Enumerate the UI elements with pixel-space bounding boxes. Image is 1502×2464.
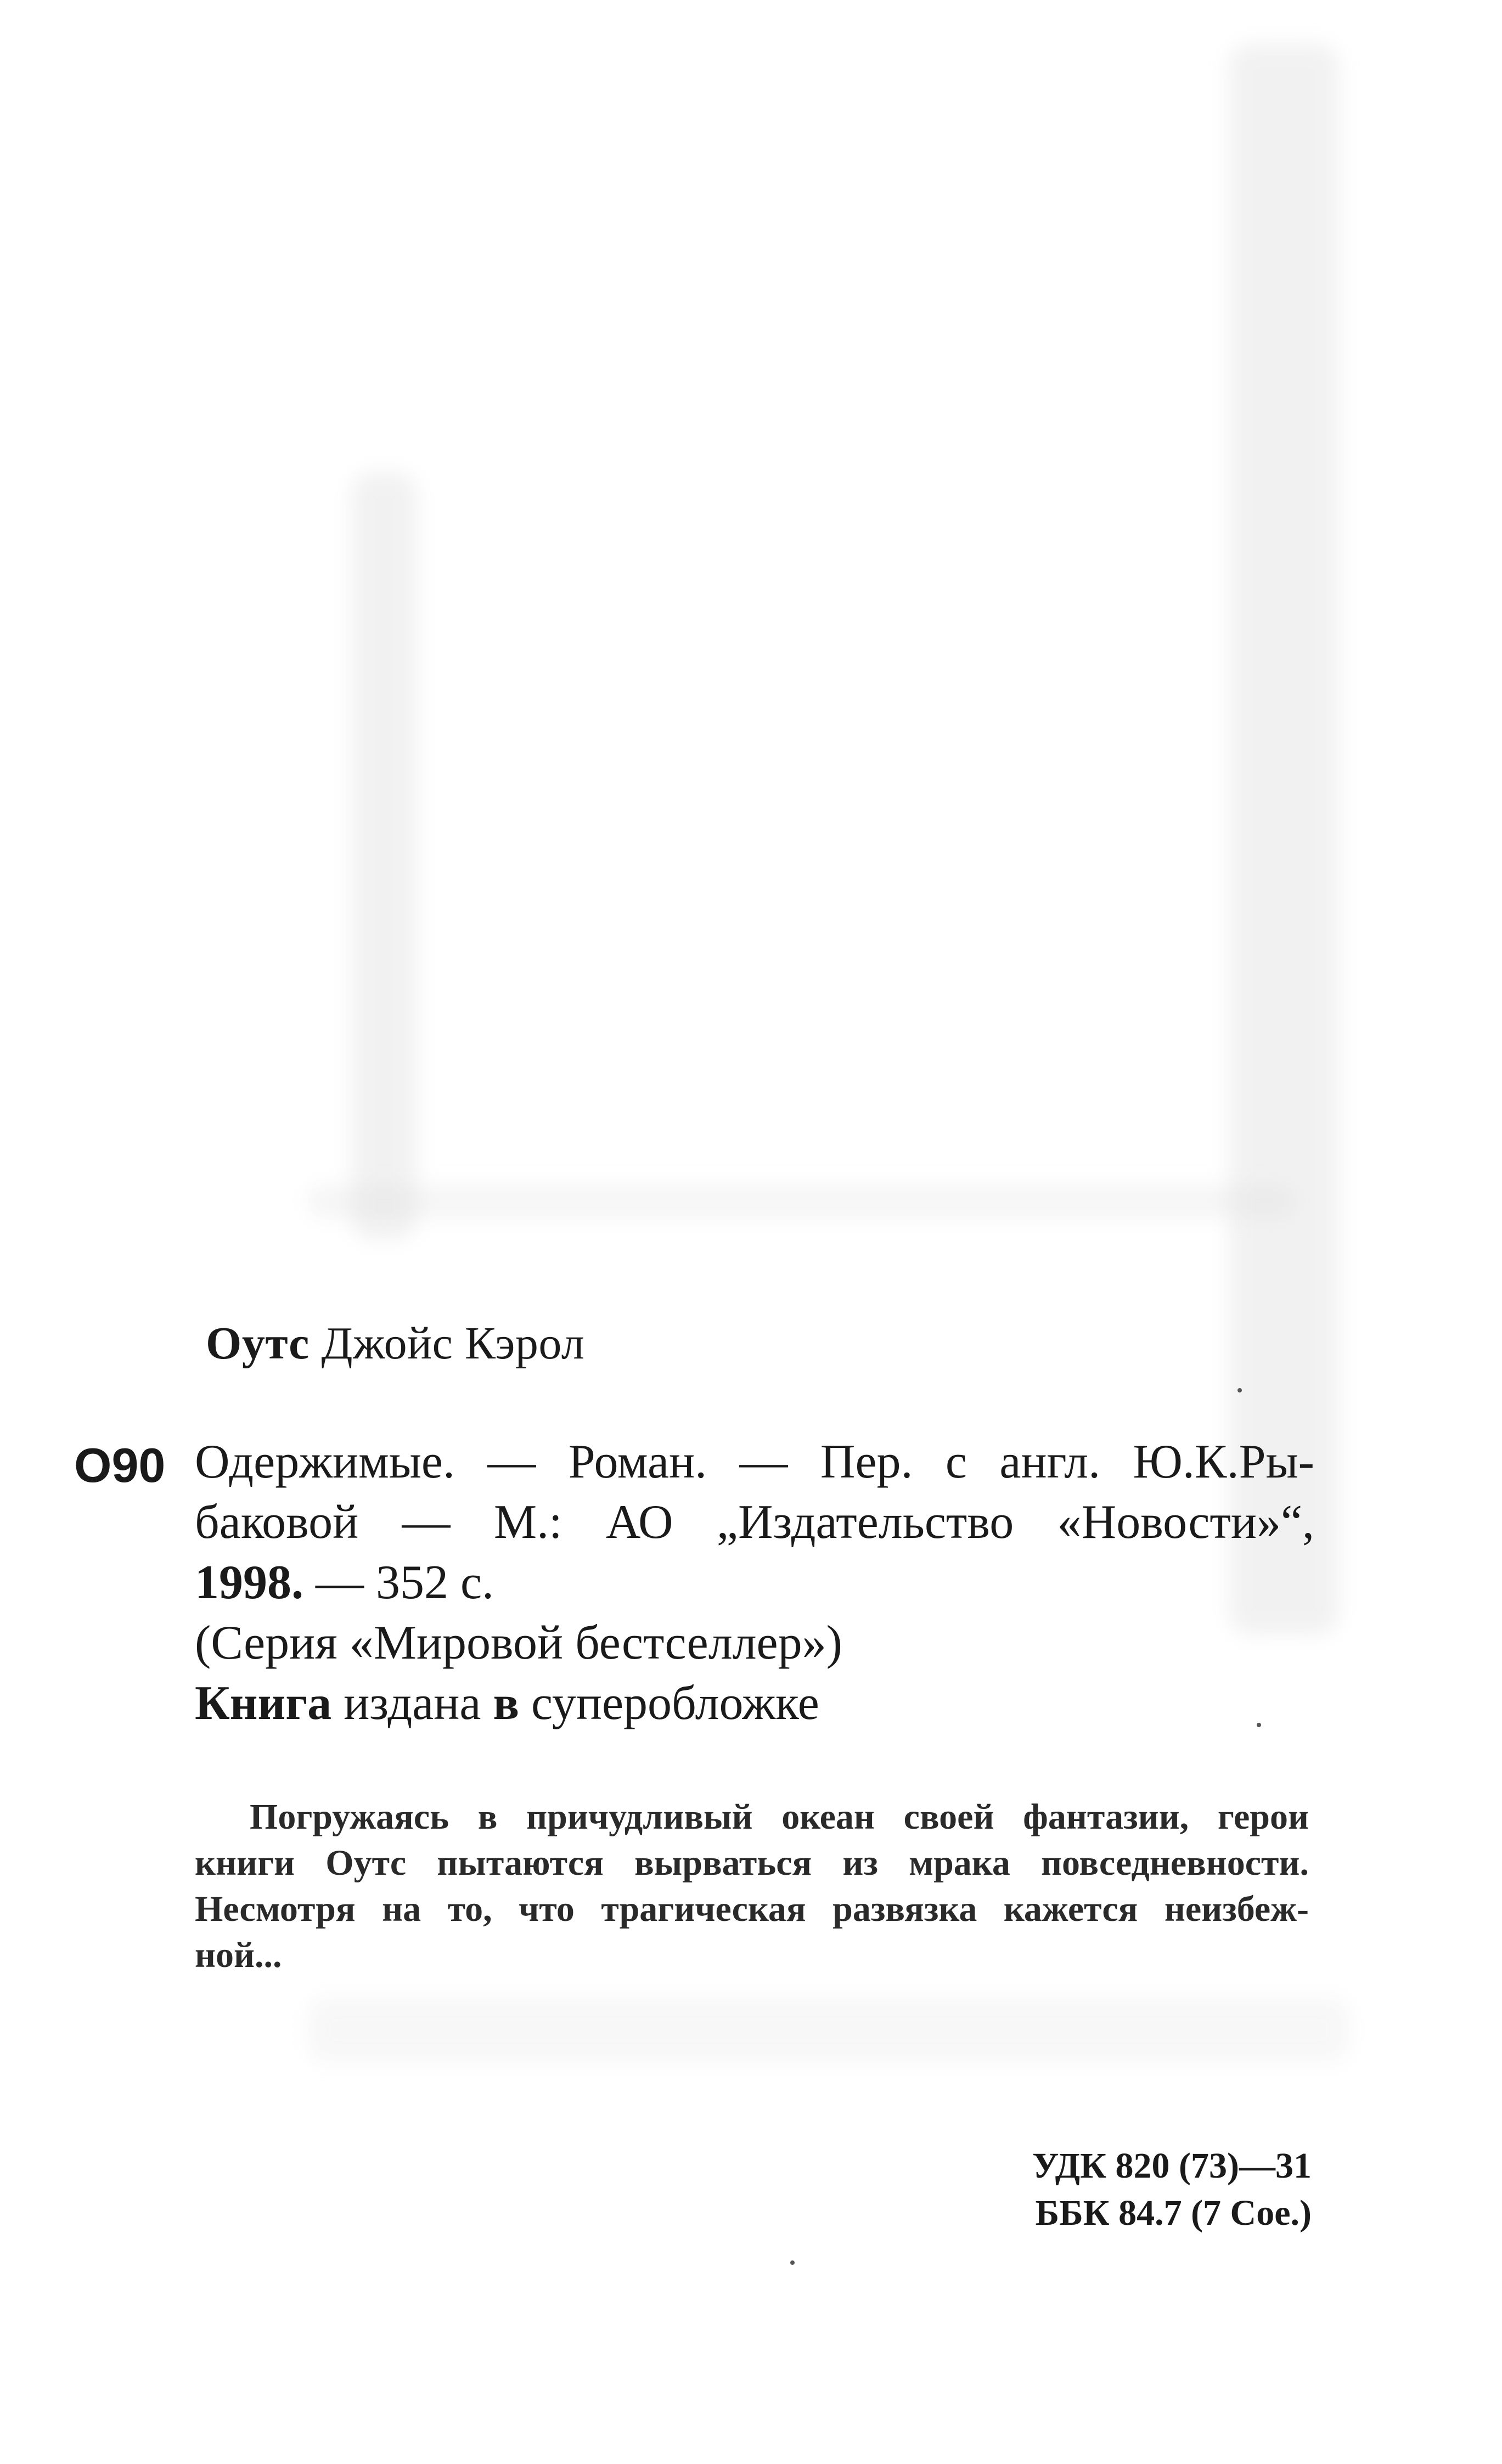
- annotation-line-3: Несмотря на то, что трагическая развязка кажется неизбеж-: [195, 1889, 1309, 1929]
- series-line: (Серия «Мировой бестселлер»): [195, 1616, 842, 1670]
- binding-note-word: Книга: [195, 1677, 332, 1730]
- print-speck: [1257, 1723, 1261, 1727]
- author-heading: [206, 1317, 584, 1370]
- annotation-line-1: Погружаясь в причудливый океан своей фантазии, герои: [250, 1797, 1309, 1837]
- bleed-through-shape: [307, 1997, 1350, 2063]
- bleed-through-shape: [1229, 44, 1339, 1635]
- binding-note-preposition: в: [493, 1677, 519, 1730]
- binding-note-part: суперобложке: [519, 1677, 819, 1730]
- page-count: — 352 с.: [303, 1556, 494, 1609]
- author-given-names: Джойс Кэрол: [321, 1318, 585, 1369]
- bibliographic-record: [195, 1432, 1314, 1734]
- annotation-line-4: ной...: [195, 1935, 282, 1975]
- annotation-line-2: книги Оутс пытаются вырваться из мрака повседневности.: [195, 1843, 1309, 1883]
- author-surname: Оутс: [206, 1318, 310, 1369]
- catalog-code: О90: [74, 1438, 166, 1492]
- bleed-through-shape: [307, 1185, 1295, 1218]
- biblio-line-3: [195, 1553, 1314, 1613]
- publication-year: 1998.: [195, 1556, 303, 1609]
- udk-code: УДК 820 (73)—31: [1032, 2146, 1312, 2186]
- classification-codes: [993, 2142, 1312, 2237]
- biblio-line-2: баковой — М.: АО „Издательство «Новости»“,: [195, 1496, 1314, 1549]
- binding-note-part: издана: [331, 1677, 493, 1730]
- print-speck: [790, 2260, 795, 2265]
- binding-note: [195, 1673, 1314, 1734]
- bleed-through-shape: [351, 472, 417, 1240]
- print-speck: [1237, 1388, 1242, 1392]
- biblio-line-1: Одержимые. — Роман. — Пер. с англ. Ю.К.Ры-: [195, 1435, 1314, 1488]
- annotation-paragraph: [195, 1794, 1309, 1978]
- bbk-code: ББК 84.7 (7 Сое.): [1035, 2193, 1312, 2233]
